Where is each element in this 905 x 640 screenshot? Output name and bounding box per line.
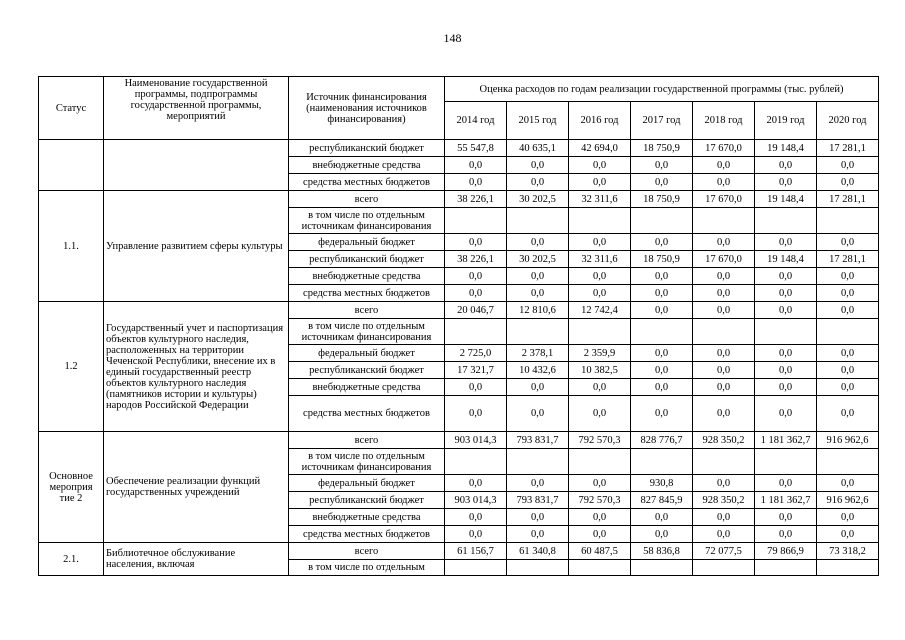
value-cell: 0,0 <box>817 174 879 191</box>
value-cell: 0,0 <box>755 379 817 396</box>
value-cell: 32 311,6 <box>569 251 631 268</box>
value-cell: 0,0 <box>569 526 631 543</box>
value-cell: 0,0 <box>693 302 755 319</box>
value-cell: 928 350,2 <box>693 432 755 449</box>
name-cell: Управление развитием сферы культуры <box>104 191 289 302</box>
header-estimate: Оценка расходов по годам реализации государственной программы (тыс. рублей) <box>445 77 879 102</box>
value-cell: 18 750,9 <box>631 140 693 157</box>
value-cell: 0,0 <box>569 268 631 285</box>
value-cell: 0,0 <box>631 526 693 543</box>
value-cell: 0,0 <box>693 345 755 362</box>
source-cell: республиканский бюджет <box>289 492 445 509</box>
value-cell: 0,0 <box>755 285 817 302</box>
value-cell: 0,0 <box>693 526 755 543</box>
source-cell: в том числе по отдельным источникам финансирования <box>289 319 445 345</box>
source-cell: в том числе по отдельным источникам финансирования <box>289 208 445 234</box>
value-cell: 0,0 <box>693 234 755 251</box>
value-cell: 2 725,0 <box>445 345 507 362</box>
value-cell: 30 202,5 <box>507 191 569 208</box>
value-cell: 0,0 <box>507 396 569 432</box>
name-cell: Библиотечное обслуживание населения, включая <box>104 543 289 576</box>
value-cell: 0,0 <box>693 509 755 526</box>
value-cell: 0,0 <box>569 509 631 526</box>
value-cell: 10 432,6 <box>507 362 569 379</box>
source-cell: всего <box>289 191 445 208</box>
value-cell <box>631 208 693 234</box>
value-cell: 0,0 <box>507 268 569 285</box>
value-cell: 19 148,4 <box>755 251 817 268</box>
value-cell: 0,0 <box>817 396 879 432</box>
value-cell: 73 318,2 <box>817 543 879 560</box>
value-cell: 0,0 <box>817 234 879 251</box>
source-cell: республиканский бюджет <box>289 140 445 157</box>
value-cell <box>693 449 755 475</box>
value-cell: 903 014,3 <box>445 492 507 509</box>
status-cell: Основное мероприя тие 2 <box>39 432 104 543</box>
value-cell: 930,8 <box>631 475 693 492</box>
year-header: 2014 год <box>445 102 507 140</box>
value-cell <box>507 560 569 576</box>
name-cell <box>104 140 289 191</box>
value-cell <box>445 319 507 345</box>
header-name: Наименование государственной программы, подпрограммы государственной программы, мероприятий <box>104 77 289 140</box>
value-cell: 0,0 <box>569 174 631 191</box>
value-cell: 0,0 <box>631 396 693 432</box>
source-cell: средства местных бюджетов <box>289 396 445 432</box>
value-cell: 0,0 <box>755 362 817 379</box>
source-cell: средства местных бюджетов <box>289 174 445 191</box>
value-cell: 0,0 <box>631 285 693 302</box>
status-cell <box>39 140 104 191</box>
value-cell: 0,0 <box>507 526 569 543</box>
value-cell: 2 359,9 <box>569 345 631 362</box>
source-cell: всего <box>289 543 445 560</box>
value-cell: 12 810,6 <box>507 302 569 319</box>
value-cell: 0,0 <box>693 268 755 285</box>
value-cell <box>445 208 507 234</box>
year-header: 2019 год <box>755 102 817 140</box>
value-cell: 40 635,1 <box>507 140 569 157</box>
value-cell: 18 750,9 <box>631 251 693 268</box>
value-cell: 18 750,9 <box>631 191 693 208</box>
value-cell <box>631 449 693 475</box>
value-cell: 0,0 <box>817 475 879 492</box>
value-cell <box>569 319 631 345</box>
value-cell: 916 962,6 <box>817 492 879 509</box>
value-cell: 0,0 <box>445 475 507 492</box>
value-cell: 19 148,4 <box>755 140 817 157</box>
year-header: 2020 год <box>817 102 879 140</box>
name-cell: Государственный учет и паспортизация объектов культурного наследия, расположенных на территории Чеченской Республики, внесение их в единый государственный реестр объектов культурного наследия (памятников истории и культуры) народов Российской Федерации <box>104 302 289 432</box>
value-cell <box>693 208 755 234</box>
value-cell <box>693 560 755 576</box>
value-cell <box>507 449 569 475</box>
value-cell: 10 382,5 <box>569 362 631 379</box>
source-cell: в том числе по отдельным <box>289 560 445 576</box>
budget-table <box>38 76 879 576</box>
source-cell: федеральный бюджет <box>289 234 445 251</box>
value-cell: 17 321,7 <box>445 362 507 379</box>
value-cell: 0,0 <box>631 509 693 526</box>
value-cell: 17 281,1 <box>817 191 879 208</box>
value-cell: 0,0 <box>817 345 879 362</box>
source-cell: в том числе по отдельным источникам финансирования <box>289 449 445 475</box>
value-cell <box>755 319 817 345</box>
value-cell: 58 836,8 <box>631 543 693 560</box>
source-cell: всего <box>289 432 445 449</box>
value-cell: 828 776,7 <box>631 432 693 449</box>
header-source: Источник финансирования (наименования источников финансирования) <box>289 77 445 140</box>
value-cell: 0,0 <box>755 475 817 492</box>
value-cell: 827 845,9 <box>631 492 693 509</box>
source-cell: республиканский бюджет <box>289 362 445 379</box>
value-cell: 0,0 <box>693 285 755 302</box>
value-cell: 0,0 <box>817 285 879 302</box>
value-cell: 0,0 <box>507 157 569 174</box>
value-cell: 0,0 <box>755 396 817 432</box>
value-cell: 0,0 <box>445 509 507 526</box>
value-cell: 0,0 <box>693 396 755 432</box>
value-cell: 0,0 <box>693 157 755 174</box>
value-cell: 0,0 <box>569 234 631 251</box>
value-cell: 61 156,7 <box>445 543 507 560</box>
value-cell: 792 570,3 <box>569 432 631 449</box>
value-cell: 0,0 <box>507 285 569 302</box>
value-cell: 0,0 <box>817 379 879 396</box>
value-cell <box>817 560 879 576</box>
value-cell: 0,0 <box>445 174 507 191</box>
value-cell <box>755 560 817 576</box>
value-cell: 60 487,5 <box>569 543 631 560</box>
value-cell: 0,0 <box>693 475 755 492</box>
value-cell: 0,0 <box>507 174 569 191</box>
value-cell: 17 670,0 <box>693 251 755 268</box>
value-cell: 793 831,7 <box>507 492 569 509</box>
value-cell: 0,0 <box>445 234 507 251</box>
value-cell: 0,0 <box>817 157 879 174</box>
value-cell: 38 226,1 <box>445 191 507 208</box>
value-cell: 0,0 <box>693 174 755 191</box>
value-cell: 61 340,8 <box>507 543 569 560</box>
source-cell: республиканский бюджет <box>289 251 445 268</box>
value-cell: 17 670,0 <box>693 191 755 208</box>
value-cell: 1 181 362,7 <box>755 432 817 449</box>
value-cell: 0,0 <box>817 509 879 526</box>
value-cell <box>445 560 507 576</box>
value-cell: 0,0 <box>755 268 817 285</box>
value-cell: 2 378,1 <box>507 345 569 362</box>
value-cell: 19 148,4 <box>755 191 817 208</box>
source-cell: федеральный бюджет <box>289 345 445 362</box>
value-cell: 0,0 <box>631 174 693 191</box>
value-cell: 0,0 <box>569 475 631 492</box>
year-header: 2018 год <box>693 102 755 140</box>
source-cell: внебюджетные средства <box>289 157 445 174</box>
source-cell: средства местных бюджетов <box>289 526 445 543</box>
value-cell: 793 831,7 <box>507 432 569 449</box>
value-cell: 0,0 <box>631 234 693 251</box>
value-cell: 0,0 <box>631 268 693 285</box>
value-cell <box>755 208 817 234</box>
value-cell: 0,0 <box>631 302 693 319</box>
value-cell: 0,0 <box>507 509 569 526</box>
value-cell <box>631 319 693 345</box>
value-cell: 0,0 <box>755 526 817 543</box>
source-cell: федеральный бюджет <box>289 475 445 492</box>
value-cell: 17 281,1 <box>817 251 879 268</box>
value-cell: 0,0 <box>755 302 817 319</box>
value-cell: 0,0 <box>631 362 693 379</box>
value-cell: 0,0 <box>445 268 507 285</box>
source-cell: внебюджетные средства <box>289 268 445 285</box>
value-cell: 38 226,1 <box>445 251 507 268</box>
value-cell: 0,0 <box>817 526 879 543</box>
value-cell: 0,0 <box>445 285 507 302</box>
value-cell: 0,0 <box>569 396 631 432</box>
value-cell: 0,0 <box>507 379 569 396</box>
value-cell <box>445 449 507 475</box>
value-cell <box>631 560 693 576</box>
value-cell <box>817 319 879 345</box>
value-cell <box>817 208 879 234</box>
value-cell: 0,0 <box>569 285 631 302</box>
value-cell: 0,0 <box>755 174 817 191</box>
status-cell: 1.2 <box>39 302 104 432</box>
value-cell: 55 547,8 <box>445 140 507 157</box>
status-cell: 1.1. <box>39 191 104 302</box>
value-cell: 0,0 <box>817 362 879 379</box>
value-cell: 0,0 <box>817 302 879 319</box>
value-cell: 17 670,0 <box>693 140 755 157</box>
value-cell: 0,0 <box>817 268 879 285</box>
value-cell <box>507 319 569 345</box>
value-cell <box>693 319 755 345</box>
value-cell <box>817 449 879 475</box>
value-cell: 0,0 <box>693 379 755 396</box>
value-cell: 79 866,9 <box>755 543 817 560</box>
value-cell <box>755 449 817 475</box>
status-cell: 2.1. <box>39 543 104 576</box>
value-cell: 916 962,6 <box>817 432 879 449</box>
value-cell: 0,0 <box>569 379 631 396</box>
value-cell: 0,0 <box>755 234 817 251</box>
name-cell: Обеспечение реализации функций государственных учреждений <box>104 432 289 543</box>
value-cell: 0,0 <box>507 234 569 251</box>
value-cell <box>569 449 631 475</box>
source-cell: средства местных бюджетов <box>289 285 445 302</box>
year-header: 2016 год <box>569 102 631 140</box>
value-cell: 1 181 362,7 <box>755 492 817 509</box>
value-cell: 0,0 <box>445 526 507 543</box>
value-cell: 30 202,5 <box>507 251 569 268</box>
page-number: 148 <box>443 31 462 45</box>
value-cell: 42 694,0 <box>569 140 631 157</box>
value-cell: 0,0 <box>445 157 507 174</box>
value-cell: 17 281,1 <box>817 140 879 157</box>
value-cell: 792 570,3 <box>569 492 631 509</box>
value-cell: 0,0 <box>631 379 693 396</box>
value-cell: 0,0 <box>569 157 631 174</box>
value-cell: 0,0 <box>693 362 755 379</box>
value-cell: 0,0 <box>445 379 507 396</box>
value-cell: 0,0 <box>631 157 693 174</box>
source-cell: всего <box>289 302 445 319</box>
value-cell: 0,0 <box>755 157 817 174</box>
value-cell: 0,0 <box>631 345 693 362</box>
value-cell: 72 077,5 <box>693 543 755 560</box>
source-cell: внебюджетные средства <box>289 379 445 396</box>
value-cell: 20 046,7 <box>445 302 507 319</box>
value-cell: 12 742,4 <box>569 302 631 319</box>
source-cell: внебюджетные средства <box>289 509 445 526</box>
value-cell: 0,0 <box>755 509 817 526</box>
value-cell: 0,0 <box>507 475 569 492</box>
value-cell <box>507 208 569 234</box>
value-cell: 0,0 <box>445 396 507 432</box>
value-cell: 903 014,3 <box>445 432 507 449</box>
header-status: Статус <box>39 77 104 140</box>
year-header: 2015 год <box>507 102 569 140</box>
year-header: 2017 год <box>631 102 693 140</box>
value-cell <box>569 208 631 234</box>
value-cell <box>569 560 631 576</box>
value-cell: 928 350,2 <box>693 492 755 509</box>
value-cell: 32 311,6 <box>569 191 631 208</box>
value-cell: 0,0 <box>755 345 817 362</box>
